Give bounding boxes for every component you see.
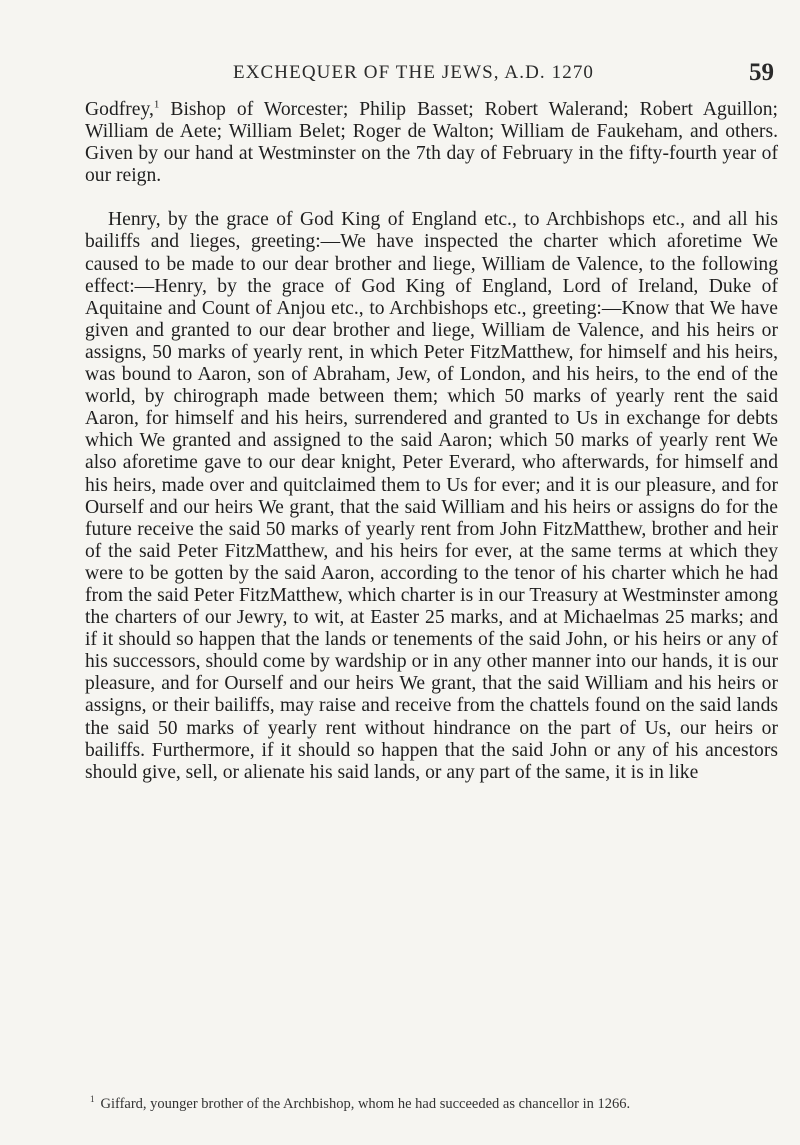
body-text <box>85 99 778 784</box>
paragraph-text: Bishop of Worcester; Philip Basset; Robert Walerand; Robert Aguillon; William de Aete; William Belet; Roger de Walton; William de Faukeham, and others. Given by our hand at Westminster on the 7th day of February in the fifty-fourth year of our reign. <box>85 99 778 187</box>
page-number: 59 <box>749 59 774 86</box>
footnote-mark: 1 <box>90 1094 95 1105</box>
footnote-reference: 1 <box>153 98 160 111</box>
footnote <box>85 1096 778 1113</box>
paragraph-charter: Henry, by the grace of God King of England etc., to Archbishops etc., and all his bailiffs and lieges, greeting:—We have inspected the charter which aforetime We caused to be made to our dear brother and liege, William de Valence, to the following effect:—Henry, by the grace of God King of England, Lord of Ireland, Duke of Aquitaine and Count of Anjou etc., to Archbishops etc., greeting:—Know that We have given and granted to our dear brother and liege, William de Valence, and his heirs or assigns, 50 marks of yearly rent, in which Peter FitzMatthew, for himself and his heirs, was bound to Aaron, son of Abraham, Jew, of London, and his heirs, to the end of the world, by chirograph made between them; which 50 marks of yearly rent the said Aaron, for himself and his heirs, surrendered and granted to Us in exchange for debts which We granted and assigned to the said Aaron; which 50 marks of yearly rent We also aforetime gave to our dear knight, Peter Everard, who afterwards, for himself and his heirs, made over and quitclaimed them to Us for ever; and it is our pleasure, and for Ourself and our heirs We grant, that the said William and his heirs or assigns do for the future receive the said 50 marks of yearly rent from John FitzMatthew, brother and heir of the said Peter FitzMatthew, and his heirs for ever, at the same terms at which they were to be gotten by the said Aaron, according to the tenor of his charter which he had from the said Peter FitzMatthew, which charter is in our Treasury at Westminster among the charters of our Jewry, to wit, at Easter 25 marks, and at Michaelmas 25 marks; and if it should so happen that the lands or tenements of the said John, or his heirs or any of his successors, should come by wardship or in any other manner into our hands, it is our pleasure, and for Ourself and our heirs We grant, that the said William and his heirs or assigns, or their bailiffs, may raise and receive from the chattels found on the said lands the said 50 marks of yearly rent without hindrance on the part of Us, our heirs or bailiffs. Furthermore, if it should so happen that the said John or any of his ancestors should give, sell, or alienate his said lands, or any part of the same, it is in like <box>85 209 778 783</box>
paragraph-continued <box>85 99 778 187</box>
footnote-text: Giffard, younger brother of the Archbishop, whom he had succeeded as chancellor in 1266. <box>100 1096 631 1112</box>
paragraph-text: Godfrey, <box>85 99 154 120</box>
running-head <box>83 60 778 88</box>
running-title: EXCHEQUER OF THE JEWS, A.D. 1270 <box>233 62 595 83</box>
